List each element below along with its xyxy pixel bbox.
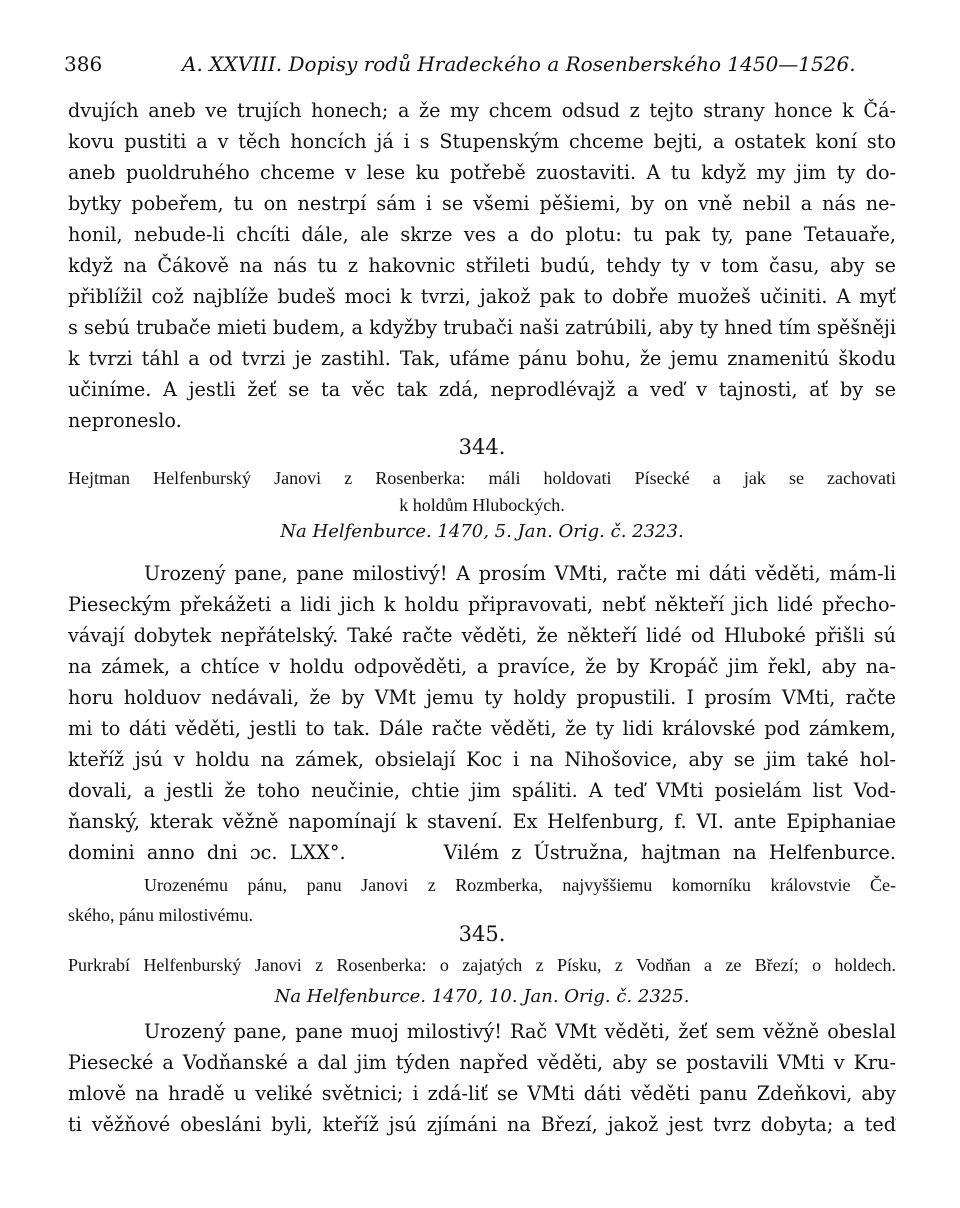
- text-line: dvujích aneb ve trujích honech; a že my chcem odsud z tejto strany honce k Čá-: [68, 99, 896, 122]
- document-number-345: 345.: [458, 922, 506, 946]
- regest-line: k holdům Hlubockých.: [399, 495, 565, 515]
- text-line: Urozený pane, pane milostivý! A prosím VMti, račte mi dáti věděti, mám-li: [144, 562, 896, 585]
- text-line: mlově na hradě u veliké světnici; i zdá-liť se VMti dáti věděti panu Zdeňkovi, aby: [68, 1082, 896, 1105]
- text-line: na zámek, a chtíce v holdu odpověděti, a pravíce, že by Kropáč jim řekl, aby na-: [68, 655, 896, 678]
- regest-345: [68, 952, 896, 979]
- text-line: ti věžňové obesláni byli, kteříž jsú zjímáni na Březí, jakož jest tvrz dobyta; a teď: [68, 1113, 896, 1136]
- text-line: učiníme. A jestli žeť se ta věc tak zdá, neprodlévajž a veď v tajnosti, ať by se: [68, 378, 896, 401]
- text-line: když na Čákově na nás tu z hakovnic střileti budú, tehdy ty v tom času, aby se: [68, 254, 896, 277]
- running-header: [64, 52, 900, 82]
- text-line: mi to dáti věděti, jestli to tak. Dále račte věděti, že ty lidi královské pod zámkem,: [68, 717, 896, 740]
- text-line: přiblížil což najblíže budeš moci k tvrzi, jakož pak to dobře muožeš učiniti. A myť: [68, 285, 896, 308]
- text-line: kteříž jsú v holdu na zámek, obsielají Koc i na Nihošovice, aby se jim také hol-: [68, 748, 896, 771]
- regest-line: Purkrabí Helfenburský Janovi z Rosenberka: o zajatých z Písku, z Vodňan a ze Březí; o holdech.: [68, 955, 896, 975]
- text-line: dovali, a jestli že toho neučinie, chtie jim spáliti. A teď VMti posielám list Vod-: [68, 779, 896, 802]
- place-date-345: Na Helfenburce. 1470, 10. Jan. Orig. č. 2325.: [274, 986, 690, 1007]
- text-line: Urozený pane, pane muoj milostivý! Rač VMt věděti, žeť sem věžně obeslal: [144, 1020, 896, 1043]
- text-line: honil, nebude-li chcíti dále, ale skrze ves a do plotu: tu pak ty, pane Tetauaře,: [68, 223, 896, 246]
- text-line: Piesecké a Vodňanské a dal jim týden napřed věděti, aby se postavili VMti v Kru-: [68, 1051, 896, 1074]
- running-title: A. XXVIII. Dopisy rodů Hradeckého a Rosenberského 1450—1526.: [182, 52, 856, 76]
- regest-line: Hejtman Helfenburský Janovi z Rosenberka: máli holdovati Písecké a jak se zachovati: [68, 468, 896, 488]
- letter-344: [68, 558, 896, 868]
- text-line: horu holduov nedávali, že by VMt jemu ty holdy propustili. I prosím VMti, račte: [68, 686, 896, 709]
- text-line: vávají dobytek nepřátelský. Také račte věděti, že někteří lidé od Hluboké přišli sú: [68, 624, 896, 647]
- continued-letter: [68, 95, 896, 436]
- page-number: 386: [64, 52, 103, 76]
- text-line: k tvrzi táhl a od tvrzi je zastihl. Tak, ufáme pánu bohu, že jemu znamenitú škodu: [68, 347, 896, 370]
- address-line: Urozenému pánu, panu Janovi z Rozmberka, najvyššiemu komorníku královstvie Če-: [144, 875, 896, 895]
- regest-344: [68, 465, 896, 519]
- text-line: kovu pustiti a v těch honcích já i s Stupenským chceme bejti, a ostatek koní sto: [68, 130, 896, 153]
- text-line: ňanský, kterak věžně napomínají k stavení. Ex Helfenburg, f. VI. ante Epiphaniae: [68, 810, 896, 833]
- document-number-344: 344.: [458, 435, 506, 459]
- address-line: ského, pánu milostivému.: [68, 905, 253, 925]
- place-date-344: Na Helfenburce. 1470, 5. Jan. Orig. č. 2323.: [280, 521, 684, 542]
- text-line: domini anno dni ɔc. LXX°. Vilém z Ústružna, hajtman na Helfenburce.: [68, 841, 896, 864]
- letter-345: [68, 1016, 896, 1140]
- text-line: neproneslo.: [68, 409, 182, 432]
- text-line: Pieseckým překážeti a lidi jich k holdu připravovati, nebť někteří jich lidé přecho-: [68, 593, 896, 616]
- text-line: s sebú trubače mieti budem, a kdyžby trubači naši zatrúbili, aby ty hned tím spěšněji: [68, 316, 896, 339]
- text-line: aneb puoldruhého chceme v lese ku potřebě zuostaviti. A tu když my jim ty do-: [68, 161, 896, 184]
- text-line: bytky pobeřem, tu on nestrpí sám i se všemi pěšiemi, by on vně nebil a nás ne-: [68, 192, 896, 215]
